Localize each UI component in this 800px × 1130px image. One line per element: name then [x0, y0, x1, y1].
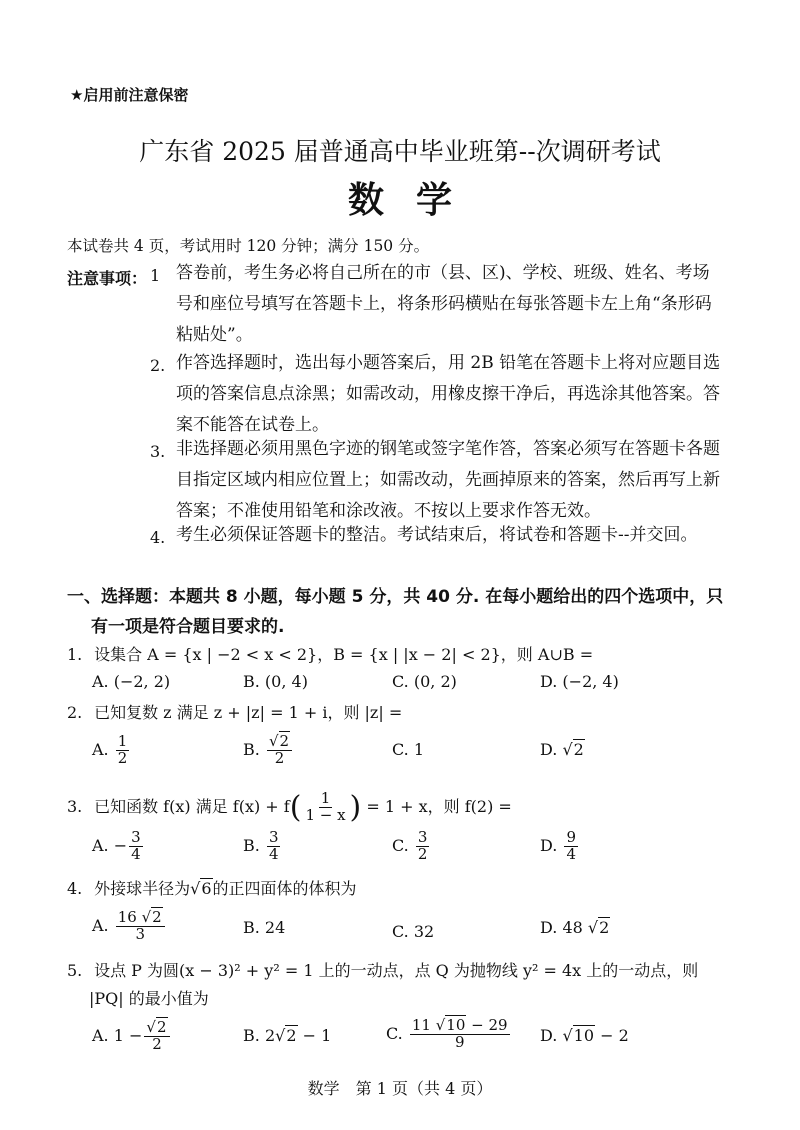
suffix: − 1	[302, 1026, 332, 1045]
q5-option-d	[540, 1026, 629, 1045]
left-paren: (	[289, 790, 302, 825]
q2-option-b-fraction	[267, 734, 292, 767]
question-4-text-post: 的正四面体的体积为	[212, 879, 357, 898]
sqrt-sign: √6	[190, 879, 212, 898]
q3-option-a-label: A.	[92, 835, 109, 855]
numerator: 3	[268, 828, 279, 846]
notice-item-2-number: 2.	[150, 356, 166, 375]
radicand: 2	[573, 740, 584, 759]
q1-option-b: B. (0, 4)	[243, 672, 308, 691]
question-5-number: 5.	[67, 961, 83, 980]
coefficient: 48	[562, 918, 583, 937]
q1-option-d: D. (−2, 4)	[540, 672, 619, 691]
radicand: 2	[599, 918, 610, 937]
q3-option-a-fraction	[129, 830, 143, 863]
q3-option-d	[540, 830, 580, 863]
question-3-text-post: = 1 + x，则 f(2) =	[366, 797, 512, 816]
q2-option-b-label: B.	[243, 739, 260, 759]
subject-title: 数学	[347, 179, 484, 221]
sqrt-sign: √10	[562, 1026, 594, 1045]
section-heading-line-2: 有一项是符合题目要求的.	[91, 617, 285, 637]
question-5-line-1: 设点 P 为圆(x − 3)² + y² = 1 上的一动点，点 Q 为抛物线 y² = 4x 上的一动点，则	[94, 961, 699, 980]
q3-option-d-label: D.	[540, 835, 558, 855]
confidential-mark: ★启用前注意保密	[70, 86, 189, 104]
section-heading	[67, 582, 727, 642]
q2-option-a-label: A.	[92, 739, 109, 759]
sqrt-sign: √2	[268, 732, 290, 750]
q3-option-c-label: C.	[392, 835, 409, 855]
denominator: 3	[135, 924, 145, 943]
radicand: 2	[152, 908, 162, 926]
suffix: − 2	[600, 1026, 629, 1045]
denominator: 2	[117, 748, 128, 767]
q2-option-d-label: D.	[540, 740, 558, 759]
q4-option-d	[540, 918, 610, 937]
question-4-text-pre: 外接球半径为	[94, 879, 191, 898]
denominator: 2	[152, 1034, 162, 1053]
notice-item-3-number: 3.	[150, 442, 166, 461]
numerator: 3	[417, 828, 428, 846]
denominator: 2	[274, 748, 285, 767]
q3-option-b-fraction	[267, 830, 281, 863]
q4-option-d-label: D.	[540, 918, 558, 937]
question-4	[67, 876, 357, 899]
q3-option-d-fraction	[564, 830, 578, 863]
denominator: 9	[454, 1032, 465, 1051]
q2-option-c-label: C.	[392, 740, 409, 759]
sqrt-sign: √2	[587, 918, 610, 937]
section-heading-line-1: 一、选择题：本题共 8 小题，每小题 5 分，共 40 分. 在每小题给出的四个选项中，只	[67, 587, 724, 607]
question-2	[67, 700, 402, 723]
q4-option-b: B. 24	[243, 918, 286, 937]
q3-option-c	[392, 830, 431, 863]
radicand: 10	[446, 1016, 466, 1034]
q2-option-a	[92, 734, 131, 767]
question-3-number: 3.	[67, 797, 83, 816]
sqrt-sign: √2	[141, 908, 162, 926]
q3-option-b	[243, 830, 282, 863]
question-1	[67, 642, 593, 665]
question-3-argument-fraction	[303, 791, 347, 824]
question-5-line-2: |PQ| 的最小值为	[89, 989, 209, 1008]
numerator: 3	[131, 828, 141, 846]
notice-item-1-number: 1	[150, 266, 161, 285]
denominator: 1 − x	[305, 806, 346, 824]
question-2-number: 2.	[67, 703, 83, 722]
q5-option-c-label: C.	[386, 1023, 403, 1043]
numerator: 1	[320, 789, 331, 808]
q5-option-c	[386, 1018, 512, 1051]
coefficient: 16	[117, 908, 137, 926]
q2-option-c	[392, 740, 424, 759]
question-2-text: 已知复数 z 满足 z + |z| = 1 + i，则 |z| =	[94, 703, 403, 722]
numerator: 9	[566, 828, 576, 846]
coefficient: 11	[411, 1016, 431, 1034]
question-3-text-pre: 已知函数 f(x) 满足 f(x) + f	[94, 797, 290, 816]
q5-option-c-fraction	[410, 1018, 510, 1051]
denominator: 2	[417, 844, 428, 863]
q1-option-a: A. (−2, 2)	[92, 672, 171, 691]
q2-option-a-fraction	[116, 734, 130, 767]
notice-item-3-text: 非选择题必须用黑色字迹的钢笔或签字笔作答，答案必须写在答题卡各题目指定区域内相应位置上；如需改动，先画掉原来的答案，然后再写上新答案；不准使用铅笔和涂改液。不按以上要求作答无效。	[176, 439, 720, 521]
q4-option-c: C. 32	[392, 922, 435, 941]
denominator: 4	[566, 844, 576, 863]
q2-option-d	[540, 740, 585, 759]
radicand: 2	[279, 732, 290, 750]
q5-option-d-label: D.	[540, 1026, 558, 1045]
exam-info: 本试卷共 4 页，考试用时 120 分钟；满分 150 分。	[67, 237, 430, 255]
q3-option-b-label: B.	[243, 835, 260, 855]
exam-title: 广东省 2025 届普通高中毕业班第--次调研考试	[139, 137, 661, 166]
q1-option-c: C. (0, 2)	[392, 672, 457, 691]
question-4-number: 4.	[67, 879, 83, 898]
notice-item-2-text: 作答选择题时，选出每小题答案后，用 2B 铅笔在答题卡上将对应题目选项的答案信息点涂黑；如需改动，用橡皮擦干净后，再选涂其他答案。答案不能答在试卷上。	[176, 353, 721, 435]
radicand: 10	[573, 1026, 594, 1045]
q5-option-a	[92, 1020, 172, 1053]
radicand: 2	[286, 1026, 297, 1045]
notice-label: 注意事项：	[67, 269, 148, 288]
numerator: 1	[117, 732, 128, 750]
q3-option-c-fraction	[416, 830, 430, 863]
q4-option-a-label: A.	[92, 915, 109, 935]
sqrt-sign: √2	[146, 1018, 167, 1036]
q5-option-b-label: B.	[243, 1026, 260, 1045]
question-5	[67, 958, 698, 981]
q3-option-a	[92, 830, 145, 863]
coefficient: 2	[264, 1026, 276, 1045]
q2-option-c-value: 1	[413, 740, 425, 759]
page-footer: 数学 第 1 页（共 4 页）	[307, 1079, 493, 1098]
denominator: 4	[268, 844, 279, 863]
sqrt-sign: √2	[562, 740, 584, 759]
sqrt-sign: √10	[435, 1016, 466, 1034]
q5-option-a-fraction	[144, 1020, 169, 1053]
q5-option-a-label: A.	[92, 1025, 109, 1045]
notice-item-4-number: 4.	[150, 528, 166, 547]
question-1-number: 1.	[67, 645, 83, 664]
q2-option-b	[243, 734, 294, 767]
right-paren: )	[349, 790, 362, 825]
notice-item-1-text: 答卷前，考生务必将自己所在的市（县、区)、学校、班级、姓名、考场号和座位号填写在答题卡上，将条形码横贴在每张答题卡左上角“条形码粘贴处”。	[176, 263, 712, 345]
suffix: − 29	[471, 1016, 508, 1034]
notice-item-4-text: 考生必须保证答题卡的整洁。考试结束后，将试卷和答题卡--并交回。	[176, 525, 698, 545]
q4-option-a	[92, 910, 167, 943]
q4-option-a-fraction	[116, 910, 165, 943]
prefix: 1 −	[113, 1025, 143, 1045]
sqrt-sign: √2	[275, 1026, 297, 1045]
radicand: 6	[201, 879, 212, 898]
radicand: 2	[156, 1018, 167, 1036]
question-1-text: 设集合 A = {x | −2 < x < 2}，B = {x | |x − 2| < 2}，则 A∪B =	[94, 645, 594, 664]
denominator: 4	[131, 844, 141, 863]
minus-sign: −	[113, 835, 128, 855]
question-3	[67, 790, 512, 825]
q5-option-b	[243, 1026, 331, 1045]
